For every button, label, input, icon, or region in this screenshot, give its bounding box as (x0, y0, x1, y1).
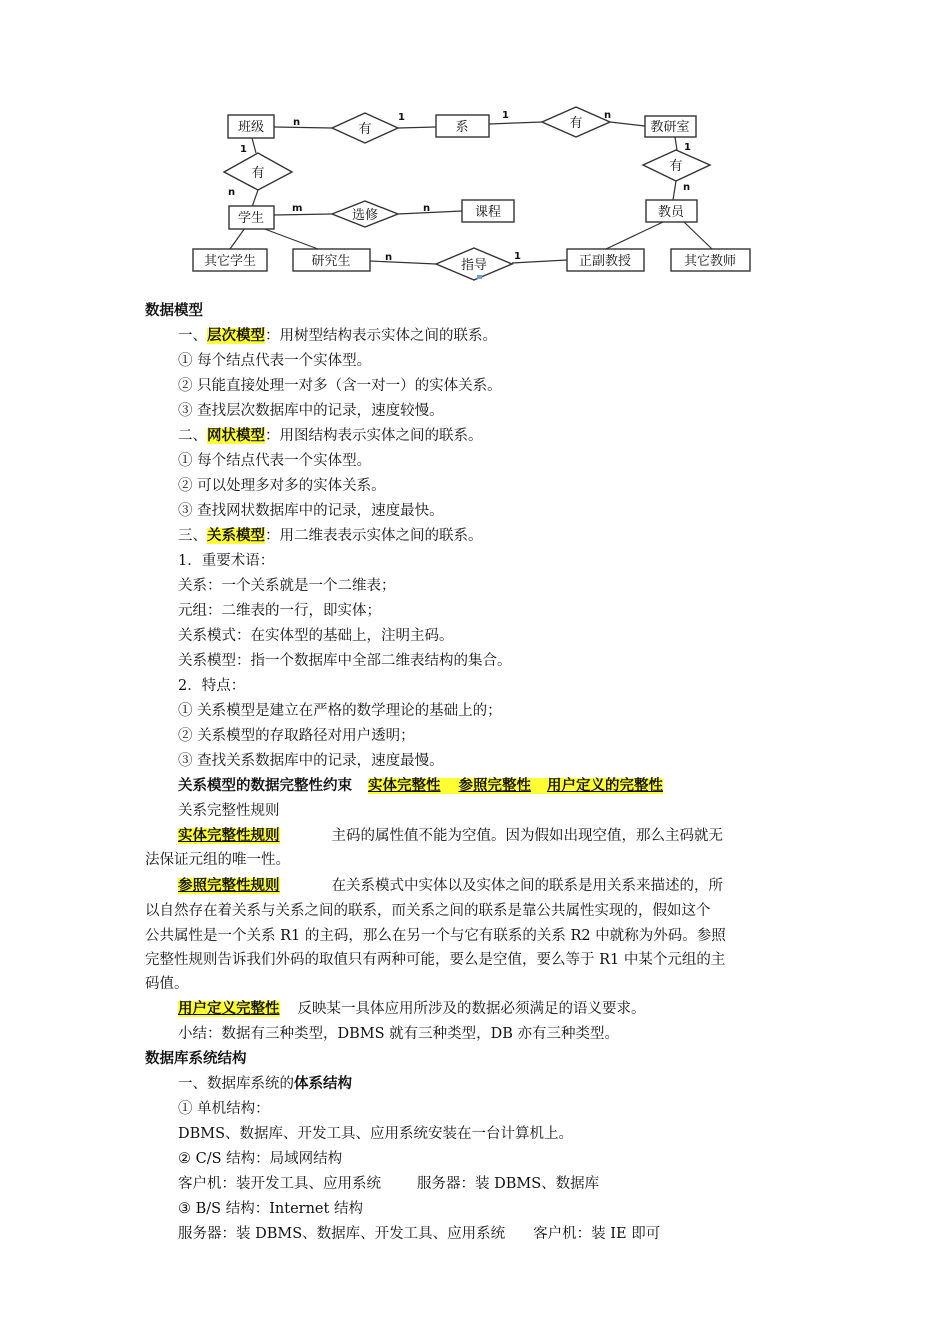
arch-heading-prefix: 一、数据库系统的 (178, 1076, 294, 1092)
edge-student-elect (274, 214, 332, 215)
arch-cs-desc (178, 1174, 599, 1194)
edge-teacher-prof (606, 222, 663, 249)
entity-rule-text-2: 法保证元组的唯一性。 (145, 852, 290, 868)
arch-cs-server: 服务器：装 DBMS、数据库 (417, 1176, 600, 1192)
ref-rule-term: 参照完整性规则 (178, 878, 280, 894)
net-point-3: ③ 查找网状数据库中的记录，速度最快。 (178, 503, 444, 519)
card-has1-dept: 1 (398, 112, 405, 123)
label-has1: 有 (358, 122, 372, 137)
net-heading (178, 426, 483, 446)
label-guide: 指导 (460, 258, 488, 273)
arch-bs-desc (178, 1224, 660, 1244)
hier-term: 层次模型 (207, 328, 265, 344)
edge-has2-lab (610, 122, 645, 126)
rel-term-3: 关系模式：在实体型的基础上，注明主码。 (178, 628, 454, 644)
arch-heading (178, 1074, 352, 1094)
card-guide-prof: 1 (514, 251, 521, 262)
rel-feat-3: ③ 查找关系数据库中的记录，速度最慢。 (178, 753, 444, 769)
ref-rule-text-5: 码值。 (145, 976, 189, 992)
card-student-elect: m (292, 203, 303, 214)
card-dept-has2: 1 (502, 110, 509, 121)
label-other-student: 其它学生 (203, 254, 257, 269)
hier-point-1: ① 每个结点代表一个实体型。 (178, 353, 372, 369)
hier-desc: ：用树型结构表示实体之间的联系。 (265, 328, 497, 344)
card-class-has4: 1 (240, 144, 247, 155)
net-point-2: ② 可以处理多对多的实体关系。 (178, 478, 386, 494)
card-grad-guide: n (385, 252, 393, 263)
label-elect: 选修 (351, 208, 379, 223)
label-student: 学生 (237, 211, 265, 226)
user-rule-term: 用户定义完整性 (178, 1001, 280, 1017)
card-elect-course: n (423, 203, 431, 214)
selection-handle (477, 275, 482, 279)
ref-rule-text-3: 公共属性是一个关系 R1 的主码，那么在另一个与它有联系的关系 R2 中就称为外码。参照 (145, 928, 726, 944)
rel-feat-1: ① 关系模型是建立在严格的数学理论的基础上的； (178, 703, 502, 719)
ref-rule-text-1: 在关系模式中实体以及实体之间的联系是用关系来描述的，所 (331, 878, 723, 894)
label-has4: 有 (251, 166, 265, 181)
label-teacher: 教员 (657, 205, 685, 220)
entity-rule-text-1: 主码的属性值不能为空值。因为假如出现空值，那么主码就无 (331, 828, 723, 844)
rel-heading (178, 526, 483, 546)
arch-cs-title: ② C/S 结构：局域网结构 (178, 1151, 343, 1167)
card-lab-has3: 1 (684, 142, 691, 153)
edge-student-grad (262, 228, 318, 249)
net-prefix: 二、 (178, 428, 207, 444)
card-has3-teacher: n (683, 182, 691, 193)
user-rule-text: 反映某一具体应用所涉及的数据必须满足的语义要求。 (297, 1001, 646, 1017)
section-title-db-structure: 数据库系统结构 (145, 1051, 247, 1067)
er-diagram-svg (0, 0, 950, 290)
arch-bs-server: 服务器：装 DBMS、数据库、开发工具、应用系统 (178, 1226, 506, 1242)
edge-teacher-other (684, 222, 712, 249)
label-has3: 有 (669, 159, 683, 174)
rel-term: 关系模型 (207, 528, 265, 544)
entity-rule-term: 实体完整性规则 (178, 828, 280, 844)
label-has2: 有 (569, 116, 583, 131)
integrity-highlight-3: 用户定义的完整性 (531, 778, 663, 794)
summary-line: 小结：数据有三种类型，DBMS 就有三种类型，DB 亦有三种类型。 (178, 1026, 620, 1042)
hier-heading (178, 326, 497, 346)
arch-single-title: ① 单机结构： (178, 1101, 270, 1117)
section-title-data-model: 数据模型 (145, 303, 203, 319)
label-course: 课程 (474, 205, 502, 220)
arch-bs-client: 客户机：装 IE 即可 (533, 1226, 661, 1242)
hier-prefix: 一、 (178, 328, 207, 344)
rel-prefix: 三、 (178, 528, 207, 544)
entity-rule-line-1 (178, 826, 723, 846)
label-grad: 研究生 (311, 254, 351, 269)
integrity-highlight-1: 实体完整性 (368, 778, 441, 794)
integrity-rules-title: 关系完整性规则 (178, 803, 280, 819)
edge-lab-has3 (675, 137, 677, 150)
rel-term-2: 元组：二维表的一行，即实体； (178, 603, 381, 619)
hier-point-3: ③ 查找层次数据库中的记录，速度较慢。 (178, 403, 444, 419)
edge-grad-guide (370, 261, 436, 264)
rel-term-1: 关系：一个关系就是一个二维表； (178, 578, 396, 594)
er-diagram (0, 0, 950, 290)
rel-terms-title: 1．重要术语： (178, 553, 275, 569)
card-class-has1: n (293, 117, 301, 128)
net-term: 网状模型 (207, 428, 265, 444)
arch-heading-bold: 体系结构 (294, 1076, 352, 1092)
rel-feat-title: 2．特点： (178, 678, 246, 694)
arch-single-desc: DBMS、数据库、开发工具、应用系统安装在一台计算机上。 (178, 1126, 574, 1142)
ref-rule-text-2: 以自然存在着关系与关系之间的联系，而关系之间的联系是靠公共属性实现的，假如这个 (145, 903, 711, 919)
card-has4-student: n (228, 187, 236, 198)
edge-has4-student (252, 190, 258, 207)
label-class: 班级 (237, 120, 265, 135)
edge-student-other (230, 228, 245, 249)
ref-rule-text-4: 完整性规则告诉我们外码的取值只有两种可能，要么是空值，要么等于 R1 中某个元组的主 (145, 952, 726, 968)
user-rule-line (178, 999, 646, 1019)
label-professor: 正副教授 (578, 254, 632, 269)
label-lab: 教研室 (650, 120, 690, 135)
rel-term-4: 关系模型：指一个数据库中全部二维表结构的集合。 (178, 653, 512, 669)
edge-class-has4 (252, 138, 256, 153)
rel-feat-2: ② 关系模型的存取路径对用户透明； (178, 728, 415, 744)
ref-rule-line-1 (178, 876, 723, 896)
edge-has3-teacher (673, 181, 676, 200)
integrity-highlight-2: 参照完整性 (441, 778, 532, 794)
net-point-1: ① 每个结点代表一个实体型。 (178, 453, 372, 469)
card-has2-lab: n (604, 110, 612, 121)
net-desc: ：用图结构表示实体之间的联系。 (265, 428, 483, 444)
arch-cs-client: 客户机：装开发工具、应用系统 (178, 1176, 381, 1192)
hier-point-2: ② 只能直接处理一对多（含一对一）的实体关系。 (178, 378, 502, 394)
edge-dept-has2 (489, 122, 542, 124)
edge-class-has1 (274, 127, 332, 128)
integrity-heading (178, 776, 663, 796)
integrity-heading-text: 关系模型的数据完整性约束 (178, 778, 352, 794)
label-dept: 系 (455, 120, 469, 135)
arch-bs-title: ③ B/S 结构：Internet 结构 (178, 1201, 363, 1217)
edge-has1-dept (398, 127, 436, 128)
rel-desc: ：用二维表表示实体之间的联系。 (265, 528, 483, 544)
label-other-teacher: 其它教师 (683, 254, 737, 269)
